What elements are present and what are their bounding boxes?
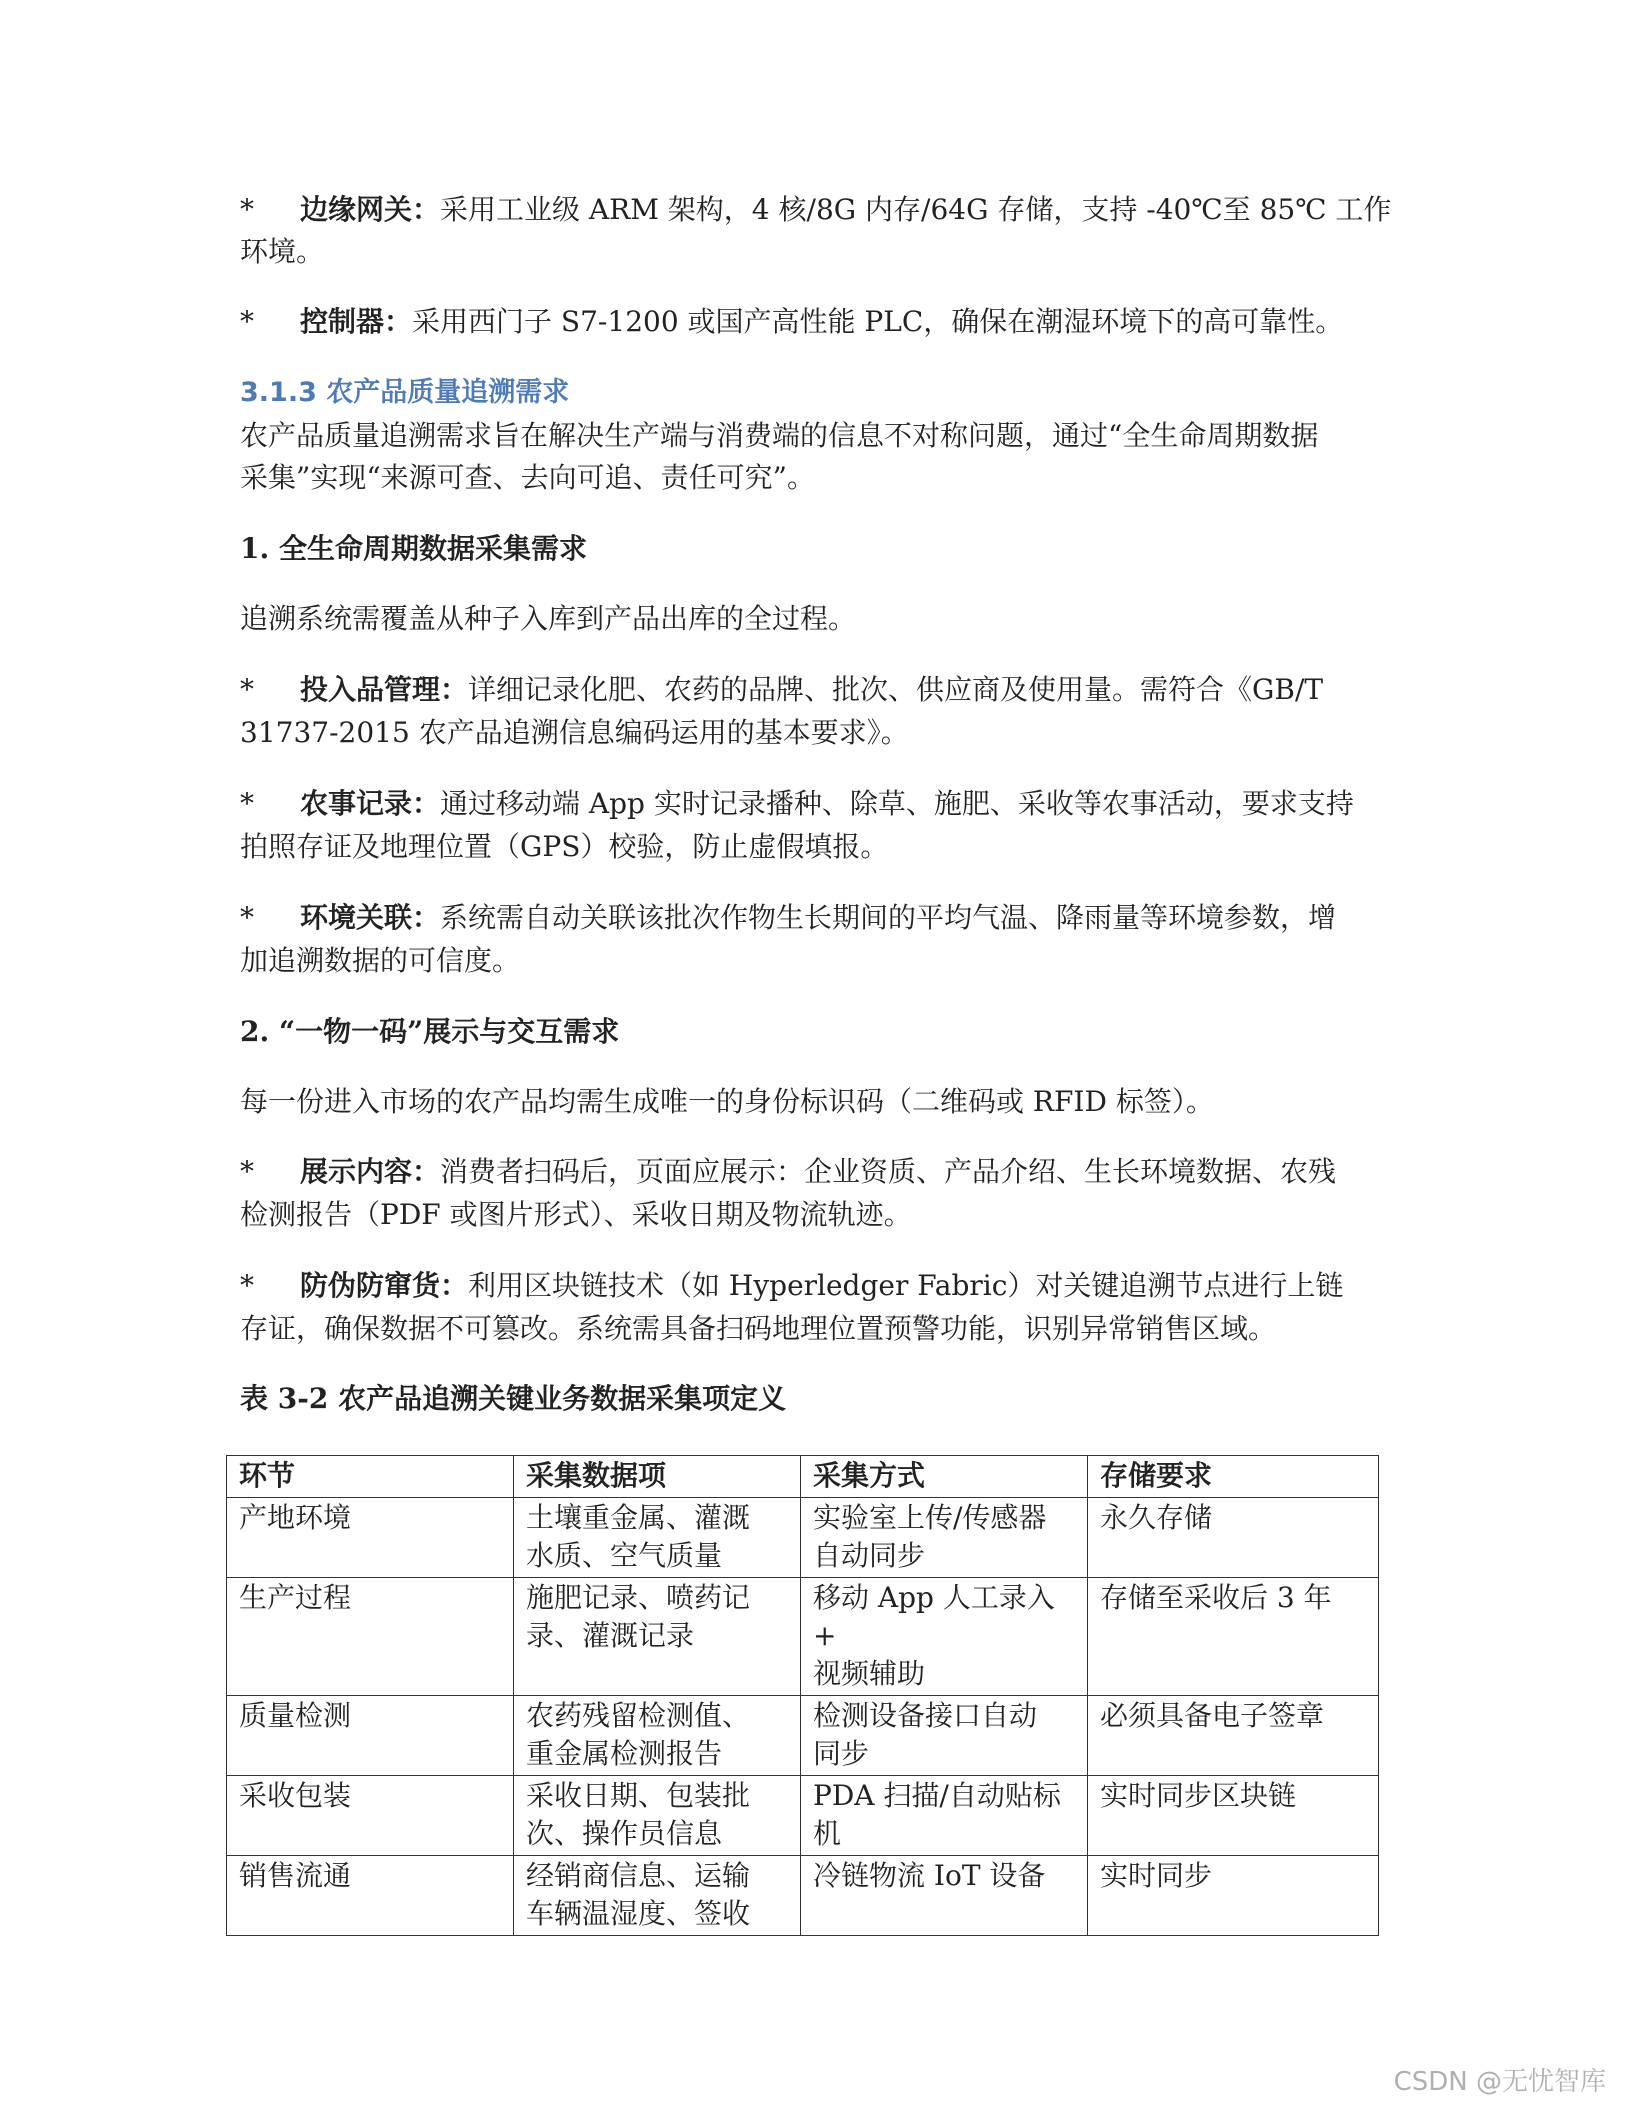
table-row [227, 1498, 1379, 1578]
section-intro-line1: 农产品质量追溯需求旨在解决生产端与消费端的信息不对称问题，通过“全生命周期数据 [240, 419, 1319, 452]
table-cell [227, 1696, 514, 1776]
bullet-anti-counterfeit-cont: 存证，确保数据不可篡改。系统需具备扫码地理位置预警功能，识别异常销售区域。 [240, 1312, 1277, 1345]
table-cell [801, 1498, 1088, 1578]
bullet-inputs-management-cont: 31737-2015 农产品追溯信息编码运用的基本要求》。 [240, 716, 909, 749]
bullet-text: 通过移动端 App 实时记录播种、除草、施肥、采收等农事活动，要求支持 [440, 787, 1354, 820]
table-cell [1088, 1856, 1379, 1936]
bullet-marker: * [240, 1269, 254, 1302]
cell-line: 实验室上传/传感器 [813, 1501, 1047, 1534]
bullet-edge-gateway [240, 188, 1391, 232]
table-cell [227, 1856, 514, 1936]
bullet-term: 投入品管理： [300, 673, 469, 706]
bullet-term: 农事记录： [300, 787, 441, 820]
cell-line: 经销商信息、运输 [526, 1859, 751, 1892]
part1-title: 1. 全生命周期数据采集需求 [240, 532, 587, 565]
cell-line: 土壤重金属、灌溉 [526, 1501, 751, 1534]
cell-line: 冷链物流 IoT 设备 [813, 1859, 1046, 1892]
bullet-marker: * [240, 1155, 254, 1188]
cell-line: 车辆温湿度、签收 [526, 1897, 751, 1930]
bullet-text: 详细记录化肥、农药的品牌、批次、供应商及使用量。需符合《GB/T [468, 673, 1324, 706]
cell-line: 存储至采收后 3 年 [1100, 1581, 1332, 1614]
cell-line: PDA 扫描/自动贴标 [813, 1779, 1061, 1812]
table-cell [801, 1776, 1088, 1856]
bullet-term: 防伪防窜货： [300, 1269, 469, 1302]
bullet-marker: * [240, 305, 254, 338]
section-intro-line2: 采集”实现“来源可查、去向可追、责任可究”。 [240, 461, 815, 494]
cell-line: 重金属检测报告 [526, 1737, 723, 1770]
cell-line: 采收包装 [239, 1779, 352, 1812]
section-heading: 3.1.3 农产品质量追溯需求 [240, 377, 570, 408]
cell-line: 同步 [813, 1737, 870, 1770]
table-cell [1088, 1578, 1379, 1696]
cell-line: 检测设备接口自动 [813, 1699, 1038, 1732]
bullet-edge-gateway-cont [240, 230, 324, 274]
bullet-marker: * [240, 787, 254, 820]
bullet-marker: * [240, 673, 254, 706]
table-row [227, 1578, 1379, 1696]
table-cell [801, 1578, 1088, 1696]
bullet-marker: * [240, 901, 254, 934]
table-row [227, 1776, 1379, 1856]
cell-line: 永久存储 [1100, 1501, 1213, 1534]
cell-line: 产地环境 [239, 1501, 352, 1534]
cell-line: 录、灌溉记录 [526, 1619, 695, 1652]
part1-intro: 追溯系统需覆盖从种子入库到产品出库的全过程。 [240, 602, 857, 635]
table-header-cell: 存储要求 [1088, 1456, 1379, 1498]
bullet-anti-counterfeit [240, 1264, 1343, 1308]
cell-line: 生产过程 [239, 1581, 352, 1614]
bullet-text-cont: 环境。 [240, 235, 325, 268]
bullet-text: 消费者扫码后，页面应展示：企业资质、产品介绍、生长环境数据、农残 [440, 1155, 1337, 1188]
table-header-cell: 采集数据项 [514, 1456, 801, 1498]
table-header-cell: 环节 [227, 1456, 514, 1498]
bullet-text: 采用工业级 ARM 架构，4 核/8G 内存/64G 存储，支持 -40℃至 85℃ 工作 [440, 193, 1392, 226]
bullet-term: 边缘网关： [300, 193, 441, 226]
table-cell [801, 1856, 1088, 1936]
cell-line: 施肥记录、喷药记 [526, 1581, 751, 1614]
cell-line: 销售流通 [239, 1859, 352, 1892]
bullet-environment-link-cont: 加追溯数据的可信度。 [240, 944, 521, 977]
watermark: CSDN @无忧智库 [1393, 2067, 1606, 2097]
table-cell [1088, 1498, 1379, 1578]
bullet-term: 控制器： [300, 305, 413, 338]
cell-line: 水质、空气质量 [526, 1539, 723, 1572]
bullet-term: 环境关联： [300, 901, 441, 934]
bullet-marker: * [240, 193, 254, 226]
cell-line: 必须具备电子签章 [1100, 1699, 1325, 1732]
bullet-farming-records-cont: 拍照存证及地理位置（GPS）校验，防止虚假填报。 [240, 830, 889, 863]
cell-line: 机 [813, 1817, 842, 1850]
cell-line: 采收日期、包装批 [526, 1779, 751, 1812]
bullet-environment-link [240, 896, 1336, 940]
table-cell [514, 1856, 801, 1936]
cell-line: 实时同步 [1100, 1859, 1213, 1892]
table-cell [227, 1578, 514, 1696]
table-cell [514, 1776, 801, 1856]
cell-line: 次、操作员信息 [526, 1817, 723, 1850]
bullet-controller [240, 300, 1343, 344]
table-cell [514, 1578, 801, 1696]
bullet-farming-records [240, 782, 1354, 826]
table-cell [227, 1498, 514, 1578]
table-cell [1088, 1776, 1379, 1856]
table-cell [514, 1498, 801, 1578]
bullet-text: 系统需自动关联该批次作物生长期间的平均气温、降雨量等环境参数，增 [440, 901, 1337, 934]
bullet-display-content [240, 1150, 1336, 1194]
cell-line: 移动 App 人工录入+ [813, 1581, 1055, 1652]
table-cell [1088, 1696, 1379, 1776]
table-header-cell: 采集方式 [801, 1456, 1088, 1498]
traceability-table [226, 1455, 1379, 1936]
table-header-row [227, 1456, 1379, 1498]
table-cell [514, 1696, 801, 1776]
bullet-text: 利用区块链技术（如 Hyperledger Fabric）对关键追溯节点进行上链 [468, 1269, 1344, 1302]
table-row [227, 1856, 1379, 1936]
bullet-display-content-cont: 检测报告（PDF 或图片形式）、采收日期及物流轨迹。 [240, 1198, 912, 1231]
part2-title: 2. “一物一码”展示与交互需求 [240, 1015, 620, 1048]
table-row [227, 1696, 1379, 1776]
cell-line: 视频辅助 [813, 1657, 926, 1690]
cell-line: 自动同步 [813, 1539, 926, 1572]
cell-line: 农药残留检测值、 [526, 1699, 751, 1732]
bullet-text: 采用西门子 S7-1200 或国产高性能 PLC，确保在潮湿环境下的高可靠性。 [412, 305, 1344, 338]
table-cell [801, 1696, 1088, 1776]
bullet-inputs-management [240, 668, 1323, 712]
bullet-term: 展示内容： [300, 1155, 441, 1188]
table-caption: 表 3-2 农产品追溯关键业务数据采集项定义 [240, 1382, 787, 1415]
cell-line: 实时同步区块链 [1100, 1779, 1297, 1812]
part2-intro: 每一份进入市场的农产品均需生成唯一的身份标识码（二维码或 RFID 标签）。 [240, 1085, 1214, 1118]
table-cell [227, 1776, 514, 1856]
cell-line: 质量检测 [239, 1699, 352, 1732]
